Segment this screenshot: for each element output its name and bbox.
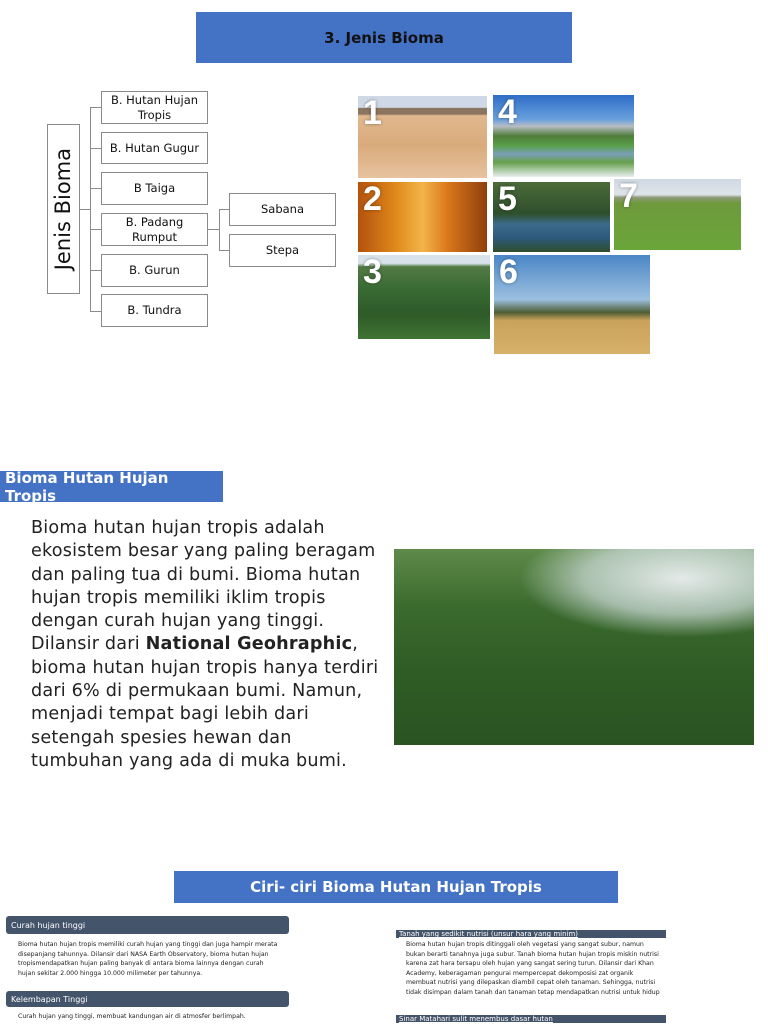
card-text-curah-hujan: Bioma hutan hujan tropis memiliki curah hujan yang tinggi dan juga hampir merata disepanjang tahunnya. Dilansir dari NASA Earth Observatory, bioma hutan hujan tropismendapatkan hujan paling banyak di antara bioma lainnya dengan curah hujan sekitar 2.000 hingga 10.000 milimeter per tahunnya.: [18, 941, 278, 977]
diagram-node-hutan-hujan-tropis: B. Hutan Hujan Tropis: [101, 91, 208, 124]
card-text-kelembapan: Curah hujan yang tinggi, membuat kandungan air di atmosfer berlimpah.: [18, 1013, 246, 1020]
diagram-node-padang-rumput: B. Padang Rumput: [101, 213, 208, 246]
card-text-tanah: Bioma hutan hujan tropis ditinggali oleh vegetasi yang sangat subur, namun bukan berarti tanahnya juga subur. Tanah bioma hutan hujan tropis miskin nutrisi karena zat hara tersapu oleh hujan yang sangat sering turun. Dilansir dari Khan Academy, keberagaman pengurai mempercepat dekomposisi zat organik membuat nutrisi yang dilepaskan diambil cepat oleh tanaman. Sehingga, nutrisi tidak disimpan dalam tanah dan tanaman tetap mendapatkan nutrisi untuk hidup: [406, 941, 660, 996]
connector: [90, 107, 101, 108]
diagram-node-taiga: B Taiga: [101, 172, 208, 205]
photo-rainforest: 3: [358, 255, 490, 339]
page-title: 3. Jenis Bioma: [196, 12, 572, 63]
connector: [90, 188, 101, 189]
photo-deciduous-forest: 2: [358, 182, 487, 252]
section-heading: Bioma Hutan Hujan Tropis: [0, 471, 223, 502]
source-name: National Geohraphic: [145, 634, 353, 655]
photo-steppe: 7: [614, 179, 741, 250]
diagram-node-hutan-gugur: B. Hutan Gugur: [101, 132, 208, 164]
photo-desert: 1: [358, 96, 487, 178]
photo-savanna: 6: [494, 255, 650, 354]
connector: [90, 148, 101, 149]
card-title-sinar-matahari: Sinar Matahari sulit menembus dasar hutan: [396, 1015, 666, 1023]
body-paragraph: Bioma hutan hujan tropis adalah ekosistem besar yang paling beragam dan paling tua di bumi. Bioma hutan hujan tropis memiliki iklim tropis dengan curah hujan yang tinggi.: [31, 518, 376, 632]
connector: [90, 229, 101, 230]
connector: [219, 209, 229, 210]
diagram-root: Jenis Bioma: [47, 124, 80, 294]
connector: [80, 209, 90, 210]
rainforest-photo: [394, 549, 754, 745]
connector: [219, 209, 220, 250]
connector: [90, 270, 101, 271]
card-title-kelembapan: Kelembapan Tinggi: [6, 991, 289, 1007]
diagram-node-tundra: B. Tundra: [101, 294, 208, 327]
card-title-curah-hujan: Curah hujan tinggi: [6, 916, 289, 934]
connector: [219, 250, 229, 251]
diagram-node-sabana: Sabana: [229, 193, 336, 226]
card-title-tanah: Tanah yang sedikit nutrisi (unsur hara yang minim): [396, 930, 666, 938]
section-body: [31, 517, 385, 773]
photo-taiga: 5: [493, 182, 610, 252]
diagram-node-stepa: Stepa: [229, 234, 336, 267]
diagram-node-gurun: B. Gurun: [101, 254, 208, 287]
connector: [90, 311, 101, 312]
connector: [208, 229, 219, 230]
photo-tundra: 4: [493, 95, 634, 177]
connector: [90, 107, 91, 311]
body-paragraph: Dilansir dari National Geohraphic, bioma hutan hujan tropis hanya terdiri dari 6% di permukaan bumi. Namun, menjadi tempat bagi lebih dari setengah spesies hewan dan tumbuhan yang ada di muka bumi.: [31, 634, 379, 771]
ciri-heading: Ciri- ciri Bioma Hutan Hujan Tropis: [174, 871, 618, 903]
